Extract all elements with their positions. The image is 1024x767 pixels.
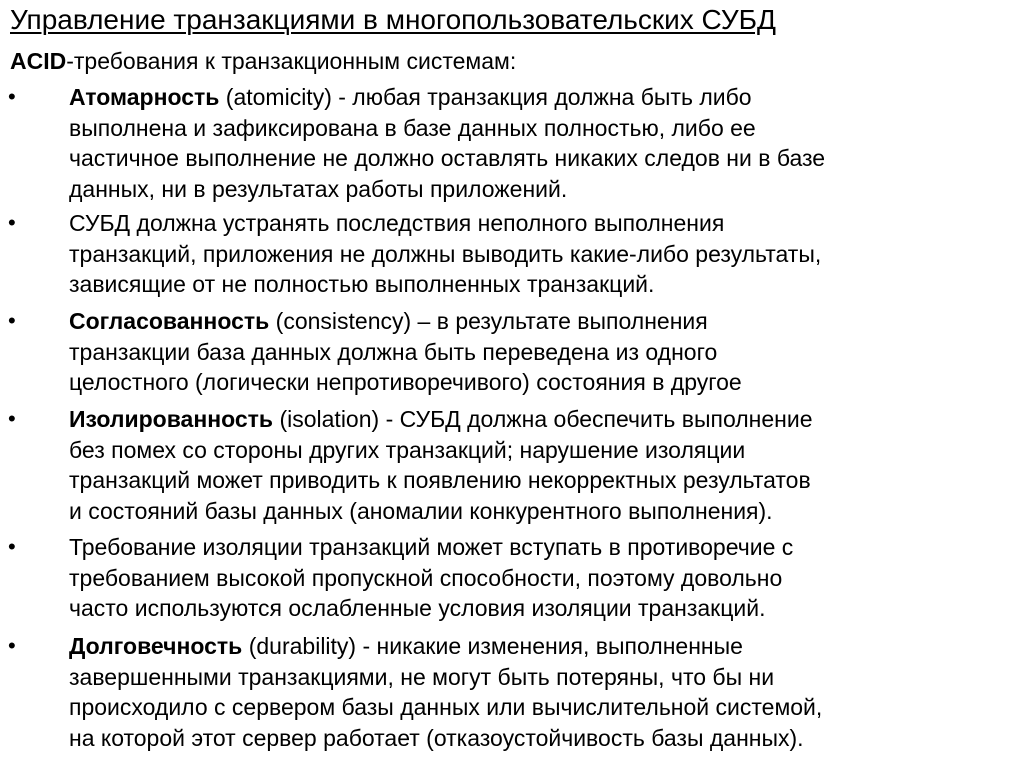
bullet-line xyxy=(69,465,811,495)
bullet-line xyxy=(69,404,813,434)
bullet-line xyxy=(69,631,743,661)
slide-title: Управление транзакциями в многопользовательских СУБД xyxy=(10,4,776,35)
bullet-marker: • xyxy=(8,84,16,109)
bullet-line xyxy=(69,367,742,397)
subtitle-rest: -требования к транзакционным системам: xyxy=(66,48,517,74)
bullet-marker: • xyxy=(8,406,16,431)
bullet-line xyxy=(69,143,825,173)
bullet-line xyxy=(69,662,774,692)
bullet-text: целостного (логически непротиворечивого) состояния в другое xyxy=(69,369,742,395)
subtitle-acid: ACID xyxy=(10,48,67,74)
bullet-text: данных, ни в результатах работы приложений. xyxy=(69,175,568,202)
bullet-text: (consistency) – в результате выполнения xyxy=(269,308,708,334)
bullet-text: транзакций, приложения не должны выводить какие-либо результаты, xyxy=(69,240,822,267)
bullet-line xyxy=(69,337,717,367)
bullet-line xyxy=(69,269,654,299)
bullet-text: Требование изоляции транзакций может вступать в противоречие с xyxy=(69,534,794,560)
bullet-marker: • xyxy=(8,308,16,333)
bullet-text: (isolation) - СУБД должна обеспечить выполнение xyxy=(273,406,813,432)
bullet-term: Согласованность xyxy=(69,308,270,334)
bullet-text: транзакции база данных должна быть переведена из одного xyxy=(69,338,718,365)
bullet-text: зависящие от не полностью выполненных транзакций. xyxy=(69,271,655,297)
bullet-line xyxy=(69,435,745,465)
bullet-text: без помех со стороны других транзакций; нарушение изоляции xyxy=(69,436,746,463)
bullet-line xyxy=(69,306,708,336)
bullet-term: Долговечность xyxy=(69,633,243,659)
bullet-line xyxy=(69,208,724,238)
bullet-line xyxy=(69,692,822,722)
bullet-marker: • xyxy=(8,633,16,658)
bullet-marker: • xyxy=(8,210,16,235)
bullet-term: Изолированность xyxy=(69,406,274,432)
bullet-line xyxy=(69,723,804,753)
bullet-line xyxy=(69,239,821,269)
bullet-line xyxy=(69,113,756,143)
bullet-text: на которой этот сервер работает (отказоустойчивость базы данных). xyxy=(69,724,804,751)
bullet-line xyxy=(69,532,793,562)
bullet-text: транзакций может приводить к появлению некорректных результатов xyxy=(69,467,811,493)
bullet-text: и состояний базы данных (аномалии конкурентного выполнения). xyxy=(69,497,773,524)
bullet-line xyxy=(69,563,782,593)
bullet-text: СУБД должна устранять последствия неполного выполнения xyxy=(69,210,725,236)
bullet-text: требованием высокой пропускной способности, поэтому довольно xyxy=(69,564,783,591)
bullet-text: происходило с сервером базы данных или вычислительной системой, xyxy=(69,694,823,720)
bullet-term: Атомарность xyxy=(69,84,220,110)
bullet-line xyxy=(69,174,567,204)
bullet-text: выполнена и зафиксирована в базе данных полностью, либо ее xyxy=(69,114,756,141)
bullet-text: (durability) - никакие изменения, выполненные xyxy=(242,633,743,659)
bullet-text: часто используются ослабленные условия изоляции транзакций. xyxy=(69,595,766,621)
bullet-marker: • xyxy=(8,534,16,559)
bullet-line xyxy=(69,82,752,112)
bullet-text: (atomicity) - любая транзакция должна быть либо xyxy=(219,84,752,110)
bullet-text: частичное выполнение не должно оставлять никаких следов ни в базе xyxy=(69,145,826,171)
bullet-line xyxy=(69,593,766,623)
bullet-text: завершенными транзакциями, не могут быть потеряны, что бы ни xyxy=(69,663,775,690)
bullet-line xyxy=(69,496,773,526)
